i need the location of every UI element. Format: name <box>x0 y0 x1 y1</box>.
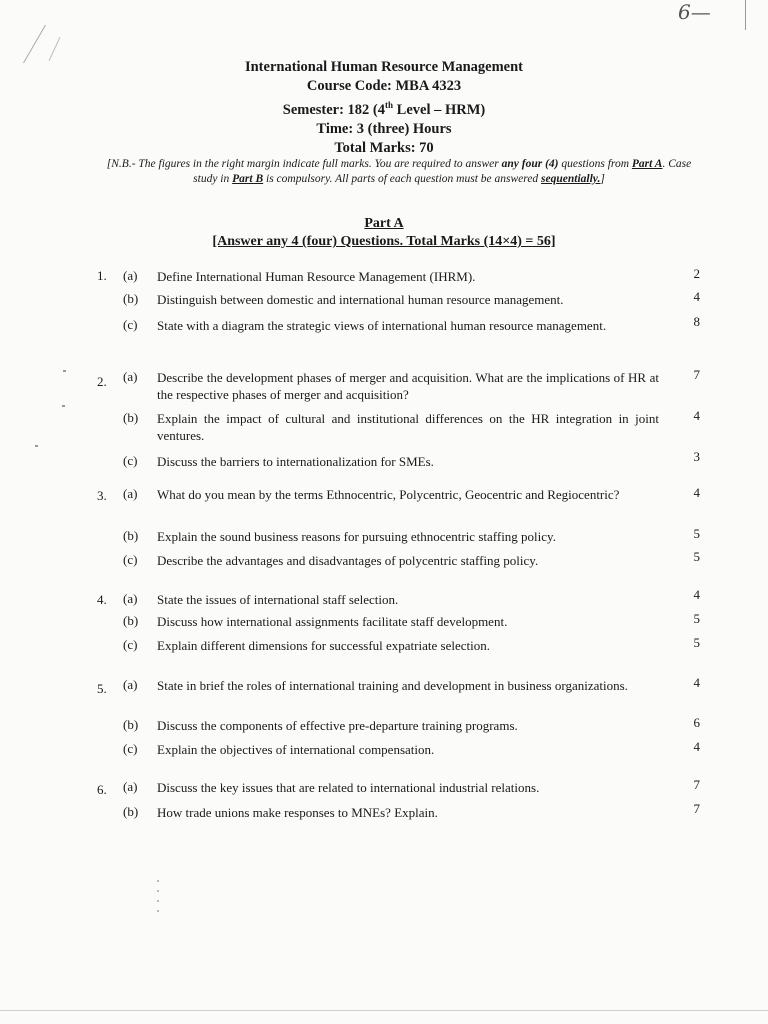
question-part-marks: 4 <box>693 289 700 304</box>
scan-bottom-edge <box>0 1010 768 1011</box>
question-part-text: Describe the advantages and disadvantages of polycentric staffing policy. <box>157 553 539 568</box>
question-part-label: (a) <box>123 591 138 606</box>
question-part-marks: 2 <box>693 266 700 281</box>
question-part-text: Explain the sound business reasons for pursuing ethnocentric staffing policy. <box>157 529 556 544</box>
question-part-marks: 4 <box>693 739 700 754</box>
question-part-marks: 6 <box>693 715 700 730</box>
question-part-marks: 5 <box>693 549 700 564</box>
margin-mark <box>62 405 65 407</box>
question-part-text: State with a diagram the strategic views of international human resource management. <box>157 318 607 333</box>
question-part-label: (c) <box>123 741 138 756</box>
question-number: 1. <box>97 268 107 283</box>
question-part-text: Discuss how international assignments facilitate staff development. <box>157 614 508 629</box>
question-part-label: (b) <box>123 613 139 628</box>
margin-mark <box>35 445 38 447</box>
question-part-marks: 5 <box>693 526 700 541</box>
question-number: 4. <box>97 592 107 607</box>
question-part-marks: 4 <box>693 485 700 500</box>
question-part-marks: 7 <box>693 801 700 816</box>
question-part-text: Distinguish between domestic and international human resource management. <box>157 292 564 307</box>
course-code: Course Code: MBA 4323 <box>306 78 462 94</box>
semester-line: Semester: 182 (4th Level – HRM) <box>282 100 486 118</box>
question-part-label: (b) <box>123 291 139 306</box>
corner-page-mark: 6— <box>678 0 711 24</box>
scan-edge-line <box>745 0 746 30</box>
question-part-text: Discuss the key issues that are related to international industrial relations. <box>157 780 540 795</box>
question-part-marks: 4 <box>693 675 700 690</box>
course-title: International Human Resource Management <box>244 59 524 75</box>
question-part-label: (c) <box>123 317 138 332</box>
question-part-label: (c) <box>123 453 138 468</box>
question-part-label: (c) <box>123 637 138 652</box>
exam-header <box>0 58 768 158</box>
instructions-note: [N.B.- The figures in the right margin indicate full marks. You are required to answer any four (4) questions from Part A. Case study in Part B is compulsory. All parts of each question must be answered sequentially.] <box>106 158 692 185</box>
question-part-label: (c) <box>123 552 138 567</box>
question-part-text: What do you mean by the terms Ethnocentric, Polycentric, Geocentric and Regiocentric? <box>157 487 620 502</box>
part-a-instruction: [Answer any 4 (four) Questions. Total Marks (14×4) = 56] <box>212 234 556 249</box>
margin-mark <box>63 370 66 372</box>
exam-time: Time: 3 (three) Hours <box>316 120 452 137</box>
question-part-marks: 4 <box>693 408 700 423</box>
question-number: 2. <box>97 374 107 389</box>
question-part-text: State the issues of international staff selection. <box>157 592 399 607</box>
question-part-label: (b) <box>123 410 139 425</box>
question-number: 6. <box>97 782 107 797</box>
question-part-text: Describe the development phases of merger and acquisition. What are the implications of HR at the respective phases of merger and acquisition? <box>157 370 659 402</box>
question-part-marks: 5 <box>693 635 700 650</box>
question-part-marks: 8 <box>693 314 700 329</box>
question-part-text: Explain the objectives of international compensation. <box>157 742 435 757</box>
question-part-text: Explain different dimensions for successful expatriate selection. <box>157 638 490 653</box>
question-part-text: State in brief the roles of international training and development in business organizations. <box>157 678 628 693</box>
total-marks: Total Marks: 70 <box>334 139 434 156</box>
question-part-text: How trade unions make responses to MNEs? Explain. <box>157 805 438 820</box>
stray-dots <box>157 880 159 920</box>
question-part-marks: 3 <box>693 449 700 464</box>
question-part-text: Explain the impact of cultural and institutional differences on the HR integration in joint ventures. <box>157 411 659 443</box>
question-part-marks: 7 <box>693 777 700 792</box>
question-part-marks: 5 <box>693 611 700 626</box>
part-a-title: Part A <box>364 216 404 231</box>
question-part-text: Discuss the barriers to internationalization for SMEs. <box>157 454 434 469</box>
question-part-label: (b) <box>123 804 139 819</box>
question-part-label: (b) <box>123 528 139 543</box>
question-part-marks: 7 <box>693 367 700 382</box>
question-part-label: (a) <box>123 779 138 794</box>
question-part-label: (a) <box>123 677 138 692</box>
question-part-label: (a) <box>123 268 138 283</box>
question-part-text: Define International Human Resource Management (IHRM). <box>157 269 476 284</box>
question-part-label: (b) <box>123 717 139 732</box>
question-number: 3. <box>97 488 107 503</box>
question-part-marks: 4 <box>693 587 700 602</box>
question-part-label: (a) <box>123 369 138 384</box>
question-part-label: (a) <box>123 486 138 501</box>
question-part-text: Discuss the components of effective pre-departure training programs. <box>157 718 518 733</box>
question-number: 5. <box>97 681 107 696</box>
